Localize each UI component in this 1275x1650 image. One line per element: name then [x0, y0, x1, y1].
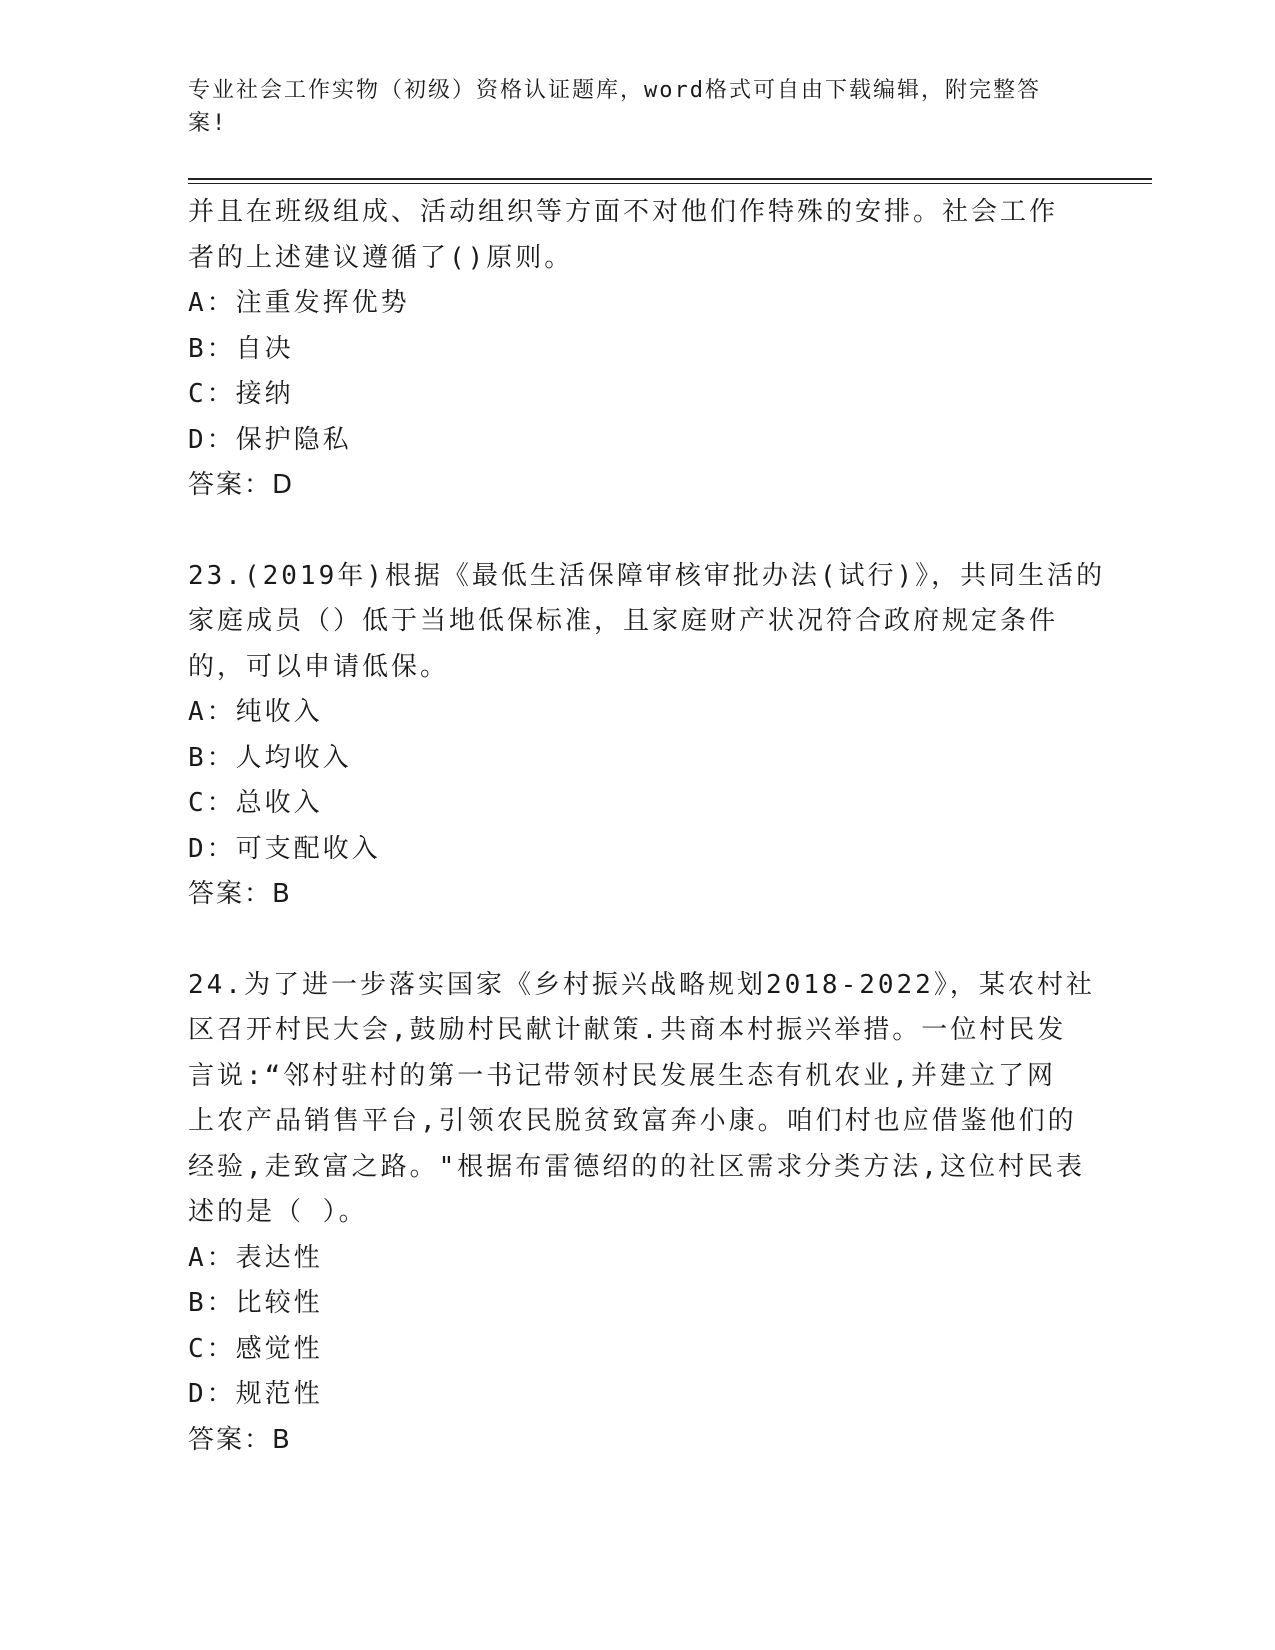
question-23 — [188, 554, 1106, 918]
option-c: C：感觉性 — [188, 1333, 323, 1364]
option-b: B：比较性 — [188, 1288, 323, 1318]
answer: 答案：D — [188, 470, 295, 500]
question-content — [188, 190, 1106, 1463]
question-text-line: 23.(2019年)根据《最低生活保障审核审批办法(试行)》，共同生活的 — [188, 560, 1106, 591]
header-divider-thin — [188, 183, 1152, 184]
answer: 答案：B — [188, 879, 292, 909]
question-text-line: 经验,走致富之路。"根据布雷德绍的的社区需求分类方法,这位村民表 — [188, 1151, 1085, 1182]
question-text-line: 者的上述建议遵循了()原则。 — [188, 242, 574, 273]
question-text-line: 并且在班级组成、活动组织等方面不对他们作特殊的安排。社会工作 — [188, 197, 1059, 227]
question-text-line: 24.为了进一步落实国家《乡村振兴战略规划2018-2022》，某农村社 — [188, 969, 1095, 1000]
question-text-line: 言说:“邻村驻村的第一书记带领村民发展生态有机农业,并建立了网 — [188, 1060, 1056, 1091]
spacer — [188, 509, 1088, 554]
option-c: C：接纳 — [188, 379, 294, 409]
option-d: D：可支配收入 — [188, 833, 381, 864]
option-d: D：保护隐私 — [188, 424, 352, 455]
option-a: A：注重发挥优势 — [188, 288, 410, 318]
option-d: D：规范性 — [188, 1379, 323, 1409]
option-a: A：表达性 — [188, 1242, 323, 1273]
header-line-2: 案! — [188, 111, 228, 136]
header-line-1: 专业社会工作实物（初级）资格认证题库，word格式可自由下载编辑，附完整答 — [188, 78, 1041, 103]
answer: 答案：B — [188, 1424, 292, 1455]
option-a: A：纯收入 — [188, 697, 323, 727]
question-text-line: 区召开村民大会,鼓励村民献计献策.共商本村振兴举措。一位村民发 — [188, 1015, 1067, 1045]
question-22 — [188, 190, 1088, 509]
option-b: B：自决 — [188, 333, 294, 364]
document-header — [188, 74, 1068, 140]
header-divider-thick — [188, 178, 1152, 180]
question-text-line: 的，可以申请低保。 — [188, 651, 450, 682]
question-24 — [188, 963, 1095, 1464]
option-b: B：人均收入 — [188, 742, 352, 773]
question-text-line: 家庭成员（）低于当地低保标准，且家庭财产状况符合政府规定条件 — [188, 606, 1059, 636]
spacer — [188, 918, 1088, 963]
question-text-line: 述的是（ ）。 — [188, 1197, 368, 1227]
option-c: C：总收入 — [188, 788, 323, 818]
question-text-line: 上农产品销售平台,引领农民脱贫致富奔小康。咱们村也应借鉴他们的 — [188, 1106, 1077, 1136]
